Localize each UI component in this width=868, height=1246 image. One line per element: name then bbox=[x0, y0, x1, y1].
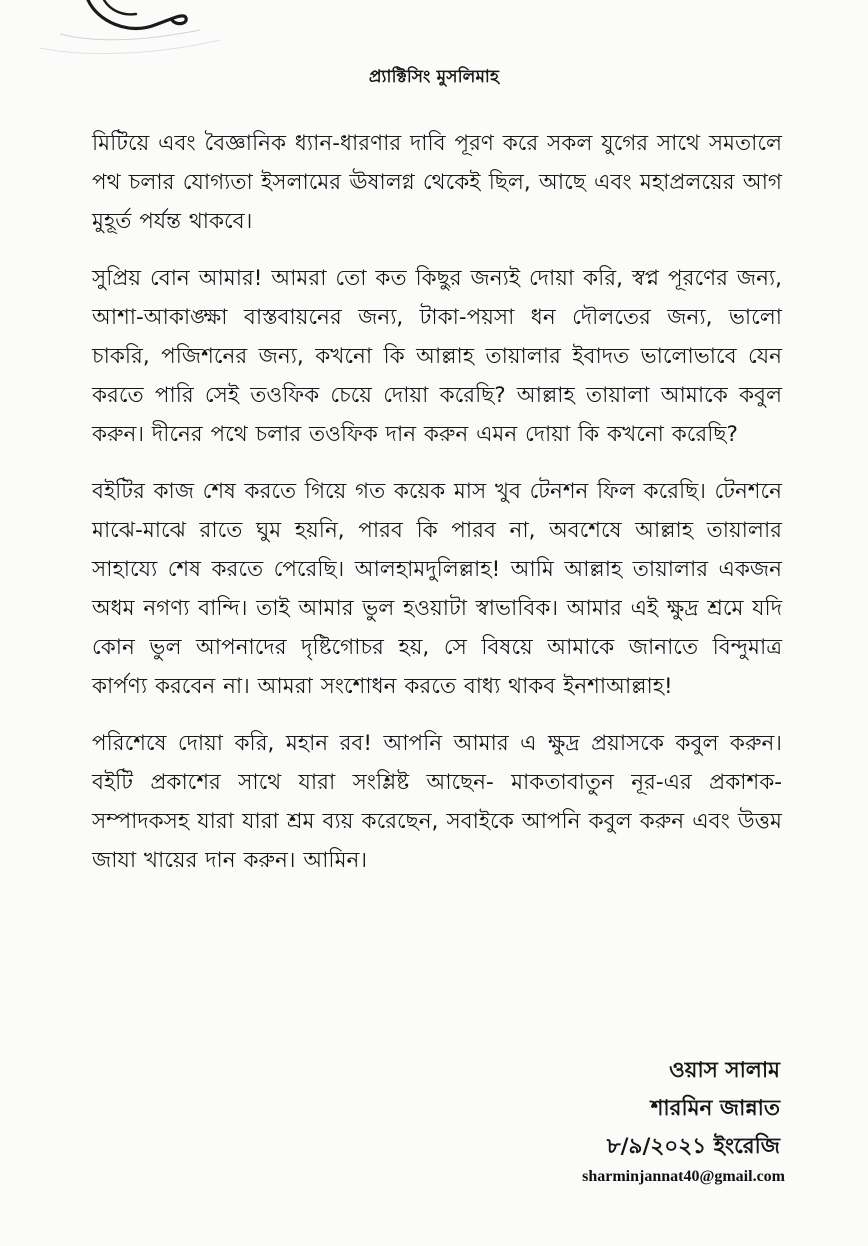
flourish-ornament-icon bbox=[0, 0, 230, 60]
paragraph-4: পরিশেষে দোয়া করি, মহান রব! আপনি আমার এ ক্ষুদ্র প্রয়াসকে কবুল করুন। বইটি প্রকাশের সাথে যারা সংশ্লিষ্ট আছেন- মাকতাবাতুন নূর-এর প্রকাশক-সম্পাদকসহ যারা যারা শ্রম ব্যয় করেছেন, সবাইকে আপনি কবুল করুন এবং উত্তম জাযা খায়ের দান করুন। আমিন। bbox=[92, 731, 782, 873]
signature-block bbox=[607, 1052, 780, 1166]
paragraph-3: বইটির কাজ শেষ করতে গিয়ে গত কয়েক মাস খুব টেনশন ফিল করেছি। টেনশনে মাঝে-মাঝে রাতে ঘুম হয়নি, পারব কি পারব না, অবশেষে আল্লাহ তায়ালার সাহায্যে শেষ করতে পেরেছি। আলহামদুলিল্লাহ! আমি আল্লাহ তায়ালার একজন অধম নগণ্য বান্দি। তাই আমার ভুল হওয়াটা স্বাভাবিক। আমার এই ক্ষুদ্র শ্রমে যদি কোন ভুল আপনাদের দৃষ্টিগোচর হয়, সে বিষয়ে আমাকে জানাতে বিন্দুমাত্র কার্পণ্য করবেন না। আমরা সংশোধন করতে বাধ্য থাকব ইনশাআল্লাহ! bbox=[92, 479, 782, 699]
paragraph-1: মিটিয়ে এবং বৈজ্ঞানিক ধ্যান-ধারণার দাবি পূরণ করে সকল যুগের সাথে সমতালে পথ চলার যোগ্যতা ইসলামের ঊষালগ্ন থেকেই ছিল, আছে এবং মহাপ্রলয়ের আগ মুহূর্ত পর্যন্ত থাকবে। bbox=[92, 131, 782, 234]
closing-salutation: ওয়াস সালাম bbox=[668, 1058, 780, 1083]
page-header: প্র্যাক্টিসিং মুসলিমাহ bbox=[368, 67, 500, 87]
author-name: শারমিন জান্নাত bbox=[650, 1096, 780, 1121]
signature-date: ৮/৯/২০২১ ইংরেজি bbox=[606, 1134, 780, 1159]
author-email: sharminjannat40@gmail.com bbox=[582, 1168, 785, 1185]
paragraph-2: সুপ্রিয় বোন আমার! আমরা তো কত কিছুর জন্যই দোয়া করি, স্বপ্ন পূরণের জন্য, আশা-আকাঙ্ক্ষা বাস্তবায়নের জন্য, টাকা-পয়সা ধন দৌলতের জন্য, ভালো চাকরি, পজিশনের জন্য, কখনো কি আল্লাহ তায়ালার ইবাদত ভালোভাবে যেন করতে পারি সেই তওফিক চেয়ে দোয়া করেছি? আল্লাহ তায়ালা আমাকে কবুল করুন। দীনের পথে চলার তওফিক দান করুন এমন দোয়া কি কখনো করেছি? bbox=[92, 266, 782, 447]
main-text bbox=[92, 124, 782, 898]
